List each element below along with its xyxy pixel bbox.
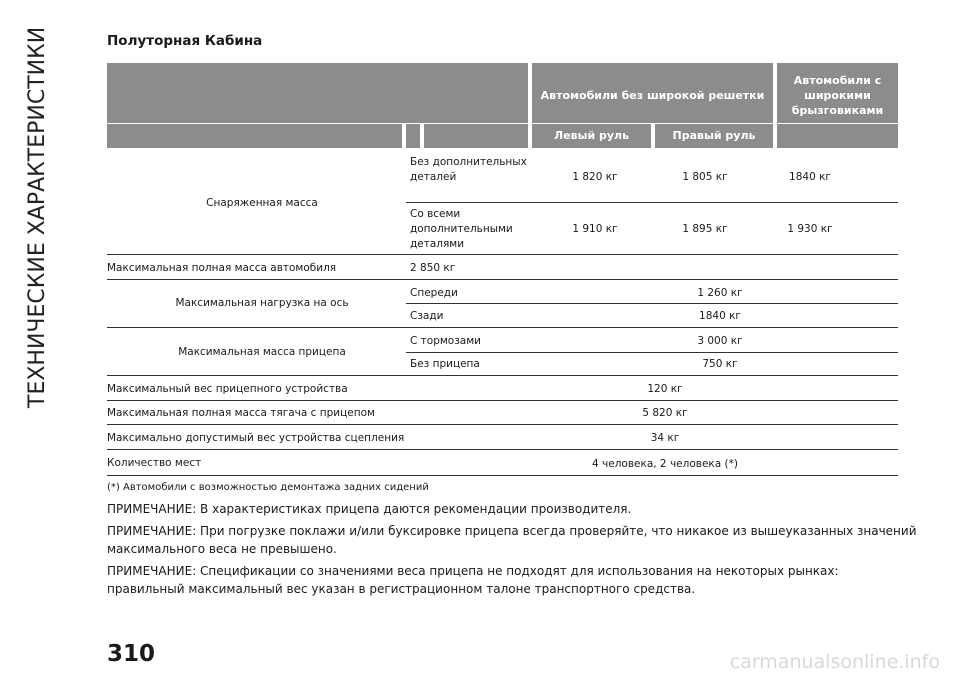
left-drive-label: Левый руль — [553, 129, 630, 142]
axle-front-value: 1 260 кг — [697, 287, 743, 299]
trailer-nobrakes-value: 750 кг — [702, 358, 738, 370]
note-1: ПРИМЕЧАНИЕ: В характеристиках прицепа даются рекомендации производителя. — [107, 502, 632, 516]
subheader-blank-4 — [777, 124, 898, 148]
page-title: Полуторная Кабина — [107, 33, 263, 49]
subheader-blank-1 — [107, 124, 402, 148]
gcw-label: Максимальная полная масса тягача с прицепом — [107, 407, 375, 419]
trailer-brakes-label: С тормозами — [410, 335, 481, 347]
header-blank — [107, 63, 528, 123]
row-divider — [107, 400, 898, 401]
note-2: ПРИМЕЧАНИЕ: При погрузке поклажи и/или буксировке прицепа всегда проверяйте, что никакое из вышеуказанных значений максимального веса не превышено. — [107, 524, 917, 556]
header-group-no-bar-label: Автомобили без широкой решетки — [540, 89, 765, 102]
row-divider — [406, 352, 898, 353]
curb-b-left: 1 910 кг — [572, 223, 618, 235]
row-divider — [406, 303, 898, 304]
hitch-value: 120 кг — [647, 383, 683, 395]
row-divider — [107, 375, 898, 376]
curb-weight-label: Снаряженная масса — [206, 197, 318, 209]
subheader-left-drive — [532, 124, 651, 148]
axle-rear-value: 1840 кг — [699, 310, 741, 322]
section-side-title: ТЕХНИЧЕСКИЕ ХАРАКТЕРИСТИКИ — [25, 26, 50, 408]
header-group-wide-label: Автомобили с широкими брызговиками — [791, 74, 884, 117]
curb-a-left: 1 820 кг — [572, 171, 618, 183]
header-group-wide — [777, 63, 898, 123]
trailer-brakes-value: 3 000 кг — [697, 335, 743, 347]
gvw-label: Максимальная полная масса автомобиля — [107, 262, 337, 274]
row-divider — [107, 449, 898, 450]
row-divider — [107, 254, 898, 255]
curb-b-wide: 1 930 кг — [787, 223, 833, 235]
row-divider — [107, 279, 898, 280]
curb-a-label: Без дополнительных деталей — [410, 156, 527, 183]
gcw-value: 5 820 кг — [642, 407, 688, 419]
axle-label: Максимальная нагрузка на ось — [175, 297, 349, 309]
subheader-blank-3 — [424, 124, 528, 148]
row-divider — [107, 475, 898, 476]
row-divider — [107, 327, 898, 328]
axle-front-label: Спереди — [410, 287, 458, 299]
subheader-blank-2 — [406, 124, 420, 148]
header-group-no-bar — [532, 63, 773, 123]
note-3: ПРИМЕЧАНИЕ: Спецификации со значениями веса прицепа не подходят для использования на некоторых рынках: правильный максимальный вес указан в регистрационном талоне транспортного средства. — [107, 564, 839, 596]
hitch-label: Максимальный вес прицепного устройства — [107, 383, 348, 395]
gvw-value: 2 850 кг — [410, 262, 456, 274]
curb-a-right: 1 805 кг — [682, 171, 728, 183]
footnote: (*) Автомобили с возможностью демонтажа задних сидений — [107, 482, 429, 493]
right-drive-label: Правый руль — [672, 129, 756, 142]
coupling-label: Максимально допустимый вес устройства сцепления — [107, 432, 405, 444]
row-divider — [406, 202, 898, 203]
seats-value: 4 человека, 2 человека (*) — [592, 458, 738, 470]
subheader-right-drive — [655, 124, 773, 148]
trailer-label: Максимальная масса прицепа — [178, 346, 346, 358]
curb-b-right: 1 895 кг — [682, 223, 728, 235]
coupling-value: 34 кг — [650, 432, 680, 444]
seats-label: Количество мест — [107, 457, 202, 469]
curb-b-label: Со всеми дополнительными деталями — [410, 208, 513, 250]
trailer-nobrakes-label: Без прицепа — [410, 358, 480, 370]
curb-a-wide: 1840 кг — [789, 171, 831, 183]
page-number: 310 — [107, 641, 156, 667]
axle-rear-label: Сзади — [410, 310, 444, 322]
watermark: carmanualsonline.info — [729, 651, 940, 673]
row-divider — [107, 424, 898, 425]
